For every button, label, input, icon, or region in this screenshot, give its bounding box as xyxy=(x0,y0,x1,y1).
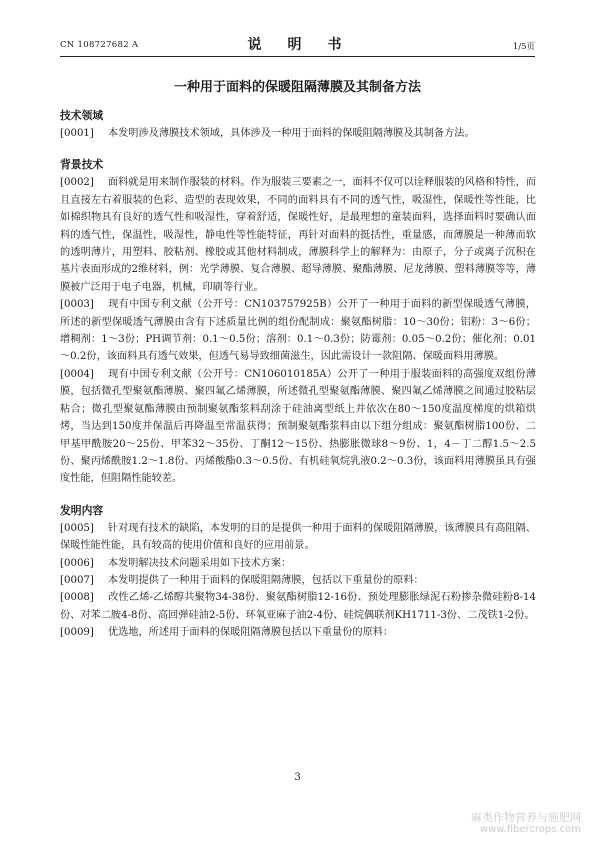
section-heading-tech-field: 技术领域 xyxy=(60,109,104,122)
paragraph-id: [0009] xyxy=(60,627,94,639)
paragraph-text: 改性乙烯-乙烯醇共聚物34-38份、聚氨酯树脂12-16份、预处理膨胀绿泥石粉掺杂微硅粉8-14份、对苯二胺4-8份、高回弹硅油2-5份、环氧亚麻子油2-4份、硅烷偶联剂KH1711-3份、二茂铁1-2份。 xyxy=(60,592,536,621)
watermark-url: www.fibercrops.com xyxy=(479,824,581,835)
section-heading-background: 背景技术 xyxy=(60,158,104,172)
paragraph-0004 xyxy=(60,366,536,488)
paragraph-0001 xyxy=(60,125,536,142)
paragraph-text: 面料就是用来制作服装的材料。作为服装三要素之一，面料不仅可以诠释服装的风格和特性，而且直接左右着服装的色彩、造型的表现效果，不同的面料具有不同的透气性，吸湿性，保暖性等性能，比如棉织物具有良好的透气性和吸湿性，穿着舒适，保暖性好，是最理想的童装面料，选择面料时要确认面料的透气性，保温性，吸湿性，静电性等性能特征，再针对面料的挺括性，重量感，而薄膜是一种薄而软的透明薄片，用塑料、胶粘剂、橡胶或其他材料制成，薄膜科学上的解释为：由原子，分子或离子沉积在基片表面形成的2维材料，例：光学薄膜、复合薄膜、超导薄膜、聚酯薄膜、尼龙薄膜、塑料薄膜等等，薄膜被广泛用于电子电器，机械，印刷等行业。 xyxy=(60,177,536,293)
paragraph-id: [0004] xyxy=(60,368,94,380)
section-heading-summary: 发明内容 xyxy=(60,503,104,517)
paragraph-text: 现有中国专利文献（公开号：CN103757925B）公开了一种用于面料的新型保暖透气薄膜，所述的新型保暖透气薄膜由含有下述质量比例的组份配制成：聚氨酯树脂：10～30份；铝粉：3～6份；增稠剂：1～3份；PH调节剂：0.1～0.5份；溶剂：0.1～0.3份；防霉剂：0.05～0.2份；催化剂：0.01～0.2份，该面料具有透气效果，但透气易导致细菌滋生，因此需设计一款阻隔、保暖面料用薄膜。 xyxy=(60,299,536,363)
paragraph-0007 xyxy=(60,572,536,589)
paragraph-text: 本发明提供了一种用于面料的保暖阻隔薄膜，包括以下重量份的原料： xyxy=(107,574,424,586)
paragraph-text: 针对现有技术的缺陷，本发明的目的是提供一种用于面料的保暖阻隔薄膜，该薄膜具有高阻隔、保暖性能性能，具有较高的使用价值和良好的应用前景。 xyxy=(60,522,536,552)
paragraph-id: [0001] xyxy=(60,128,94,139)
paragraph-id: [0003] xyxy=(60,299,94,311)
document-title: 一种用于面料的保暖阻隔薄膜及其制备方法 xyxy=(173,80,421,95)
header-divider xyxy=(60,56,535,57)
paragraph-id: [0006] xyxy=(60,557,94,569)
site-watermark xyxy=(471,812,581,836)
paragraph-id: [0007] xyxy=(60,574,94,586)
page-number: 3 xyxy=(294,772,301,783)
paragraph-text: 本发明涉及薄膜技术领域，具体涉及一种用于面料的保暖阻隔薄膜及其制备方法。 xyxy=(107,128,475,139)
document-type-title: 说 明 书 xyxy=(247,37,348,53)
watermark-site-name: 麻类作物营养与施肥网 xyxy=(471,811,581,824)
page-count: 1/5页 xyxy=(512,42,535,52)
paragraph-text: 优选地，所述用于面料的保暖阻隔薄膜包括以下重量份的原料： xyxy=(107,627,394,639)
paragraph-text: 本发明解决技术问题采用如下技术方案： xyxy=(107,557,292,569)
paragraph-id: [0005] xyxy=(60,522,94,534)
paragraph-0009 xyxy=(60,624,536,641)
paragraph-0005 xyxy=(60,520,536,555)
paragraph-id: [0008] xyxy=(60,592,94,604)
paragraph-0002 xyxy=(60,174,536,296)
paragraph-id: [0002] xyxy=(60,177,94,189)
paragraph-text: 现有中国专利文献（公开号：CN106010185A）公开了一种用于服装面料的高强度双组份薄膜，包括微孔型聚氨酯薄膜、聚四氟乙烯薄膜，所述微孔型聚氨酯薄膜、聚四氟乙烯薄膜之间通过胶粘层粘合；微孔型聚氨酯薄膜由预制聚氨酯浆料刮涂于硅油离型纸上并依次在80～150度温度梯度的烘箱烘烤，当达到150度并保温后再降温至常温获得；预制聚氨酯浆料由以下组分组成：聚氨酯树脂100份、二甲基甲酰胺20～25份、甲苯32～35份、丁酮12～15份、热膨胀微球8～9份、1，4－丁二醇1.5～2.5份、聚丙烯酰胺1.2～1.8份、丙烯酸酯0.3～0.5份、有机硅氧烷乳液0.2～0.3份，该面料用薄膜虽具有强度性能，但阻隔性能较差。 xyxy=(60,368,536,485)
document-body xyxy=(60,107,536,642)
paragraph-0008 xyxy=(60,589,536,624)
publication-number: CN 108727682 A xyxy=(60,40,139,50)
paragraph-0003 xyxy=(60,296,536,366)
paragraph-0006 xyxy=(60,555,536,572)
page-header xyxy=(60,34,535,54)
